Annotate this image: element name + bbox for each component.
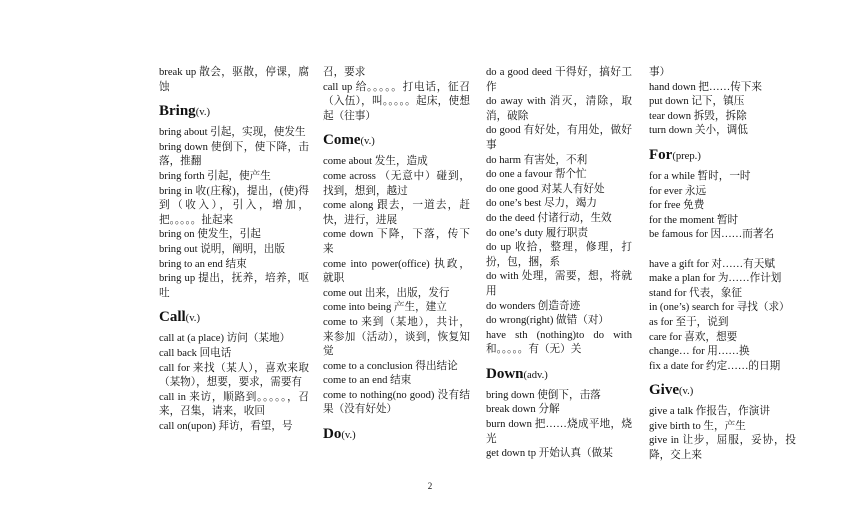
headword-heading <box>486 366 632 384</box>
phrase-entry: bring out 说明，阐明，出版 <box>159 243 285 255</box>
part-of-speech: (v.) <box>185 313 200 325</box>
phrase-entry: bring to an end 结束 <box>159 258 247 270</box>
phrase-entry: come into being 产生，建立 <box>323 302 447 314</box>
phrase-entry: call in 来访，顺路到。。。。。，召来，召集，请来，收回 <box>159 391 309 418</box>
phrase-entry: tear down 拆毁，拆除 <box>649 110 747 122</box>
phrase-entry: hand down 把……传下来 <box>649 81 762 93</box>
phrase-entry: come to nothing(no good) 没有结果（没有好处） <box>323 389 470 416</box>
phrase-entry: come across （无意中）碰到，找到，想到，越过 <box>323 170 470 197</box>
phrase-entry: come into power(office) 执政，就职 <box>323 258 470 285</box>
phrase-entry: for the moment 暂时 <box>649 214 739 226</box>
headword-heading <box>159 103 309 121</box>
headword: Give <box>649 382 679 399</box>
phrase-entry: as for 至于，说到 <box>649 316 729 328</box>
phrase-entry: 事） <box>649 67 671 78</box>
phrase-entry: 召，要求 <box>323 67 366 78</box>
phrase-entry: get down tp 开始认真（做某 <box>486 448 613 460</box>
phrase-entry: come to 来到（某地），共计，来参加（活动），谈到，恢复知觉 <box>323 316 470 358</box>
part-of-speech: (v.) <box>341 430 356 442</box>
phrase-entry: change… for 用……换 <box>649 346 750 358</box>
phrase-entry: call at (a place) 访问（某地） <box>159 333 291 345</box>
phrase-entry: bring down 使倒下，击落 <box>486 389 601 401</box>
headword-heading <box>323 426 470 444</box>
phrase-entry: come down 下降，下落，传下来 <box>323 229 470 255</box>
headword: Do <box>323 426 342 443</box>
headword: Down <box>486 365 524 382</box>
headword: Bring <box>159 103 196 120</box>
phrase-entry: come to an end 结束 <box>323 375 412 387</box>
phrase-entry: bring up 提出，抚养，培养，呕吐 <box>159 273 309 299</box>
phrase-entry: for ever 永远 <box>649 185 707 197</box>
phrase-entry: come along 跟去，一道去，赶快，进行，进展 <box>323 200 470 226</box>
column-2 <box>323 66 470 449</box>
part-of-speech: (v.) <box>360 136 375 148</box>
blank-line <box>649 243 796 258</box>
phrase-entry: do good 有好处，有用处，做好事 <box>486 125 632 151</box>
phrase-entry: do one’s best 尽力，竭力 <box>486 198 597 210</box>
headword-heading <box>649 382 796 400</box>
headword: Come <box>323 132 361 149</box>
column-4 <box>649 66 796 464</box>
phrase-entry: do with 处理，需要，想，将就用 <box>486 271 632 297</box>
phrase-entry: in (one’s) search for 寻找（求） <box>649 302 790 314</box>
phrase-entry: do the deed 付诸行动，生效 <box>486 212 612 224</box>
phrase-entry: give birth to 生，产生 <box>649 420 746 432</box>
phrase-entry: turn down 关小，调低 <box>649 125 748 137</box>
phrase-entry: do away with 消灭，清除，取消，破除 <box>486 96 632 122</box>
phrase-entry: do up 收拾，整理，修理，打扮，包，捆，系 <box>486 242 632 268</box>
phrase-entry: bring down 使倒下，使下降，击落，推翻 <box>159 141 309 168</box>
phrase-entry: have sth (nothing)to do with 和。。。。。有（无）关 <box>486 329 632 356</box>
phrase-entry: give a talk 作报告，作演讲 <box>649 406 770 418</box>
phrase-entry: for a while 暂时，一时 <box>649 170 751 182</box>
phrase-entry: call back 回电话 <box>159 347 232 359</box>
phrase-entry: break up 散会，驱散，停课，腐蚀 <box>159 67 309 93</box>
phrase-entry: do one good 对某人有好处 <box>486 183 605 195</box>
phrase-entry: be famous for 因……而著名 <box>649 229 775 241</box>
phrase-entry: for free 免费 <box>649 200 705 212</box>
phrase-entry: break down 分解 <box>486 404 560 416</box>
phrase-entry: care for 喜欢，想要 <box>649 331 738 343</box>
phrase-entry: make a plan for 为……作计划 <box>649 273 782 285</box>
part-of-speech: (v.) <box>679 386 694 398</box>
headword-heading <box>159 309 309 327</box>
phrase-entry: bring on 使发生，引起 <box>159 229 261 241</box>
column-3 <box>486 66 632 462</box>
phrase-entry: burn down 把……烧成平地，烧光 <box>486 419 632 445</box>
phrase-entry: come to a conclusion 得出结论 <box>323 360 458 372</box>
phrase-entry: give in 让步，屈服，妥协，投降，交上来 <box>649 435 796 462</box>
headword: Call <box>159 309 186 326</box>
phrase-entry: do one’s duty 履行职责 <box>486 227 589 239</box>
headword: For <box>649 146 673 163</box>
phrase-entry: call up 给。。。。。打电话，征召（入伍），叫。。。。。起床，使想起（往事） <box>323 81 470 122</box>
phrase-entry: fix a date for 约定……的日期 <box>649 360 781 372</box>
part-of-speech: (adv.) <box>523 369 548 381</box>
part-of-speech: (v.) <box>195 107 211 119</box>
phrase-entry: call for 来找（某人），喜欢来取（某物），想要，要求，需要有 <box>159 362 309 389</box>
phrase-entry: do wrong(right) 做错（对） <box>486 315 609 327</box>
part-of-speech: (prep.) <box>672 150 701 162</box>
headword-heading <box>323 132 470 150</box>
phrase-entry: stand for 代表，象征 <box>649 287 742 299</box>
phrase-entry: bring forth 引起，使产生 <box>159 170 271 182</box>
phrase-entry: bring about 引起，实现，使发生 <box>159 127 306 139</box>
phrase-entry: have a gift for 对……有天赋 <box>649 258 775 270</box>
phrase-entry: do one a favour 帮个忙 <box>486 169 587 181</box>
page-number: 2 <box>427 481 433 491</box>
phrase-entry: do harm 有害处，不利 <box>486 154 588 166</box>
phrase-entry: come out 出来，出版，发行 <box>323 287 450 299</box>
phrase-entry: put down 记下，镇压 <box>649 96 745 108</box>
phrase-entry: do wonders 创造奇迹 <box>486 300 581 312</box>
phrase-entry: do a good deed 干得好，搞好工作 <box>486 67 632 93</box>
headword-heading <box>649 147 796 165</box>
phrase-entry: bring in 收(庄稼)，提出，(使)得到（收入），引入，增加，把。。。。。扯起来 <box>159 185 309 226</box>
phrase-entry: call on(upon) 拜访，看望，号 <box>159 420 293 432</box>
column-1 <box>159 66 309 434</box>
phrase-entry: come about 发生，造成 <box>323 156 428 168</box>
